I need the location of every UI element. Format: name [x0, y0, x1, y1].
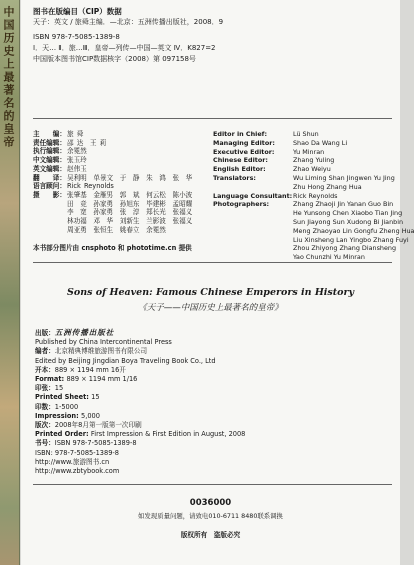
publisher-label: Printed Order: [35, 430, 91, 439]
cip-record: 中国版本图书馆CIP数据核字（2008）第 097158号 [33, 55, 196, 63]
publisher-label: Impression: [35, 411, 82, 420]
copyright-page [21, 0, 414, 565]
quality-notice: 如发现质量问题，请致电010-6711 8480联系调换 [138, 512, 283, 520]
credit-names: 李 宽 孙家勇 张 淳 郑长光 张福义 [67, 208, 193, 217]
publisher-label: 编者： [35, 347, 55, 356]
cip-classification: Ⅰ．天… Ⅱ．旅…Ⅲ．皇帝—列传—中国—英文 Ⅳ．K827=2 [33, 44, 216, 52]
publisher-value: 北京精典博维旅游图书有限公司 [54, 347, 148, 356]
title-chinese: 《天子——中国历史上最著名的皇帝》 [138, 303, 283, 313]
publisher-row [35, 467, 395, 476]
publisher-value: ISBN: 978-7-5085-1389-8 [35, 448, 119, 457]
publisher-label: 开本： [35, 365, 55, 374]
credit-label [33, 208, 67, 217]
credit-names: Wu Liming Shan Jingwen Yu Jing [293, 173, 395, 182]
publisher-value: http://www.旅游图书.cn [35, 457, 110, 466]
credit-names: Liu Xinsheng Lan Yingbo Zhang Fuyi [293, 235, 409, 244]
decorative-cover-strip [0, 0, 20, 565]
credit-row-en [213, 148, 391, 157]
credit-names: Zhou Zhiyong Zhang Diansheng [293, 244, 397, 253]
publisher-label: 书号： [35, 439, 55, 448]
credit-label: 翻 译： [33, 173, 66, 182]
credit-names: Sun Jiayong Sun Xudong Bi Jianbin [293, 217, 404, 226]
publisher-row [35, 375, 395, 384]
credit-row-en [213, 200, 394, 209]
publisher-row [35, 458, 395, 467]
publisher-label: Printed Sheet: [35, 393, 92, 402]
credit-label: 语言顾问： [33, 182, 66, 191]
publisher-row [35, 328, 395, 338]
cip-title-line: 天子：英文 / 旅舜主编．—北京：五洲传播出版社，2008．9 [33, 18, 224, 26]
publisher-label: 印张： [35, 384, 55, 393]
credit-names: Shao Da Wang Li [293, 138, 348, 147]
publisher-row [35, 357, 395, 366]
cip-isbn: ISBN 978-7-5085-1389-8 [33, 33, 120, 41]
credit-row-en [213, 253, 391, 262]
credit-label [213, 183, 293, 192]
credit-label: 主 编： [33, 130, 66, 138]
credit-row-en [213, 156, 391, 165]
credit-label: Translators: [213, 173, 256, 182]
publisher-label: 印数： [35, 402, 55, 411]
credits-chinese [33, 130, 221, 234]
book-titles [21, 287, 400, 313]
credit-label: 中文编辑： [33, 156, 66, 165]
publisher-row [35, 366, 395, 375]
publisher-value: 5,000 [81, 411, 100, 420]
publisher-row [35, 412, 395, 421]
publisher-value: 15 [54, 384, 64, 393]
publisher-value: ISBN 978-7-5085-1389-8 [54, 439, 137, 448]
publisher-label: Format: [35, 375, 67, 384]
credit-row-en [213, 244, 397, 253]
publisher-value: http://www.zbtybook.com [35, 467, 120, 476]
credit-row-cn [33, 191, 221, 200]
credit-row-en [213, 209, 403, 218]
credit-row-cn [33, 156, 221, 165]
credit-row-cn [33, 165, 221, 174]
credit-names: 旅 舜 [67, 130, 84, 138]
credit-label [213, 209, 293, 218]
credit-label: 责任编辑： [33, 138, 66, 147]
image-source-note: 本书部分图片由 cnsphoto 和 phototime.cn 提供 [33, 244, 192, 252]
credit-row-en [213, 183, 391, 192]
divider-bottom [33, 484, 392, 485]
credit-row-cn [33, 130, 221, 139]
publisher-row [35, 393, 395, 402]
credit-names: Rick Reynolds [293, 191, 338, 200]
publisher-value: 15 [91, 393, 100, 402]
copyright-notice: 版权所有 盗版必究 [180, 531, 241, 539]
credit-label: Chinese Editor: [213, 156, 268, 165]
credit-names: 林功福 邓 华 刘新生 兰影波 张福义 [67, 217, 193, 226]
publisher-value: 1-5000 [54, 402, 79, 411]
credit-names: Zhao Weiyu [293, 165, 331, 174]
credit-label: Executive Editor: [213, 147, 275, 156]
credit-label [213, 244, 293, 253]
publisher-value: 889 × 1194 mm 16开 [54, 365, 126, 374]
credit-label: Photographers: [213, 200, 270, 209]
title-english: Sons of Heaven: Famous Chinese Emperors in History [67, 287, 354, 298]
credit-label: 摄 影： [33, 190, 66, 199]
publisher-label: 版次： [35, 421, 55, 430]
credit-names: Lü Shun [293, 130, 319, 138]
credit-label: Language Consultant: [213, 191, 293, 200]
publisher-label: 出版： [35, 329, 55, 337]
credit-row-en [213, 165, 391, 174]
cip-block [33, 6, 393, 65]
credit-names: He Yunsong Chen Xiaobo Tian Jing [293, 209, 403, 218]
credit-row-en [213, 173, 395, 183]
credit-row-cn [33, 217, 221, 226]
credit-row-en [213, 130, 391, 139]
divider-top [33, 118, 392, 119]
credit-names: Rick Reynolds [67, 182, 114, 191]
credit-names: Yu Minran [293, 147, 325, 156]
credit-row-en [213, 217, 404, 227]
credit-label: English Editor: [213, 165, 266, 174]
publisher-row [35, 347, 395, 356]
publisher-row [35, 449, 395, 458]
publisher-row [35, 403, 395, 412]
publisher-value: Published by China Intercontinental Press [35, 338, 172, 347]
credit-names: Meng Zhaoyao Lin Gongfu Zheng Hua [293, 226, 414, 235]
credit-names: Zhang Zhaoji Jin Yanan Guo Bin [293, 200, 394, 209]
credit-label: 英文编辑： [33, 164, 66, 173]
credit-names: 田 竞 孙家勇 孙旭东 毕建彬 孟昭耀 [67, 199, 193, 208]
credit-names: 周亚勇 张恒生 姚春立 余冕然 [67, 225, 166, 234]
publisher-row [35, 384, 395, 393]
divider-middle [33, 262, 392, 263]
credit-row-en [213, 139, 391, 148]
credit-label [213, 253, 293, 262]
credit-label: Editor in Chief: [213, 130, 268, 138]
credit-row-cn [33, 174, 221, 183]
credit-label: 执行编辑： [33, 147, 66, 156]
publisher-info [35, 328, 395, 476]
strip-caption: 中国历史上最著名的皇帝 [2, 6, 15, 149]
credit-row-en [213, 192, 391, 201]
credit-names: 赵伟玉 [67, 164, 87, 173]
publisher-row [35, 421, 395, 430]
publisher-value: First Impression & First Edition in August, 2008 [90, 430, 246, 439]
credit-row-cn [33, 182, 221, 191]
credit-label [33, 226, 67, 235]
credit-row-cn [33, 226, 221, 235]
credit-label [213, 227, 293, 236]
publisher-value: 2008年8月第一版第一次印刷 [54, 421, 142, 430]
credits-english [213, 130, 414, 262]
credit-names: 吴利明 单景文 于 静 朱 鸿 张 华 [67, 173, 193, 182]
credit-label [213, 236, 293, 245]
credit-label: Managing Editor: [213, 138, 275, 147]
credit-names: Zhang Yuling [293, 156, 335, 165]
price-code: 0036000 [189, 498, 232, 508]
credit-names: Zhu Hong Zhang Hua [293, 182, 362, 191]
publisher-value: 889 × 1194 mm 1/16 [66, 375, 138, 384]
credit-names: 张玉玲 [67, 156, 87, 165]
credit-row-cn [33, 208, 221, 217]
credit-names: 邵 达 王 莉 [67, 138, 107, 147]
credit-label [33, 200, 67, 209]
credit-row-en [213, 226, 414, 236]
credit-names: Yao Chunzhi Yu Minran [293, 253, 365, 262]
publisher-logo: 五洲传播出版社 [54, 328, 115, 337]
credit-label [33, 217, 67, 226]
publisher-row [35, 439, 395, 448]
credit-label [213, 218, 293, 227]
credit-names: 张肇基 金雁男 郭 斌 何云松 陈小波 [67, 190, 193, 199]
credit-names: 余冕然 [67, 147, 87, 156]
credit-row-en [213, 235, 409, 245]
cip-heading: 图书在版编目（CIP）数据 [33, 7, 122, 16]
credit-row-cn [33, 147, 221, 156]
publisher-value: Edited by Beijing Jingdian Boya Traveling Book Co., Ltd [35, 356, 216, 365]
